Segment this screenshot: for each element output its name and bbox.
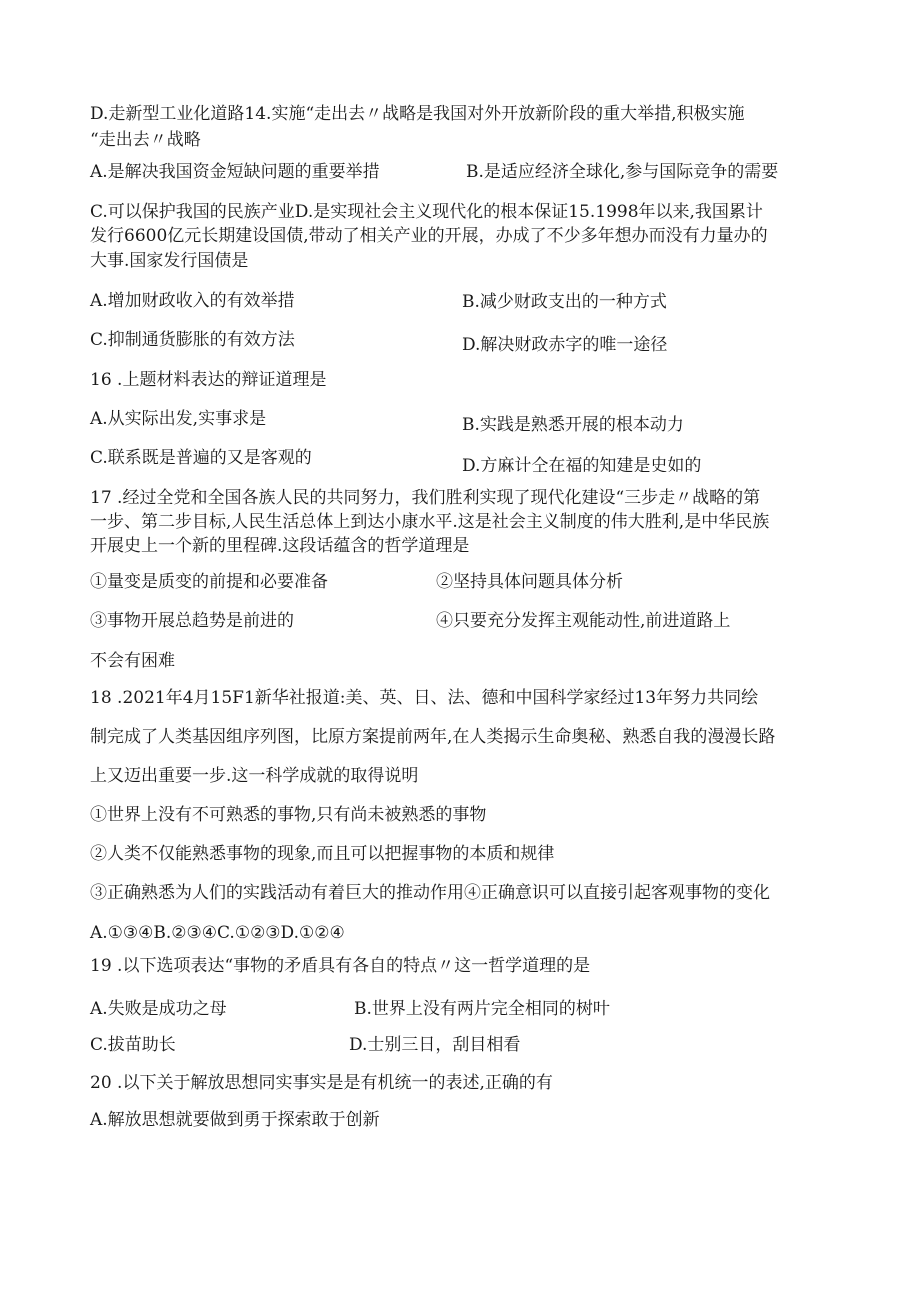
text-line: 上又迈出重要一步.这一科学成就的取得说明 [90, 766, 419, 786]
option-b: B.实践是熟悉开展的根本动力 [462, 415, 684, 435]
option-a: A.是解决我国资金短缺问题的重要举措 [90, 162, 380, 182]
statement-2: ②人类不仅能熟悉事物的现象,而且可以把握事物的本质和规律 [90, 844, 555, 864]
option-b: B.减少财政支出的一种方式 [462, 292, 667, 312]
text-line: C.可以保护我国的民族产业D.是实现社会主义现代化的根本保证15.1998年以来,我国累计 [90, 202, 763, 222]
text-line: “走出去〃战略 [90, 130, 201, 150]
option-c: C.拔苗助长 [90, 1035, 176, 1055]
question-19: 19 .以下选项表达“事物的矛盾具有各自的特点〃这一哲学道理的是 [90, 956, 591, 976]
option-c: C.联系既是普遍的又是客观的 [90, 448, 312, 468]
option-d: D.士别三日，刮目相看 [349, 1035, 521, 1055]
option-d-clipped: D.方麻计仝在福的知​建是史如的 [462, 456, 702, 472]
statement-1: ①世界上没有不可熟悉的事物,只有尚未被熟悉的事物 [90, 805, 487, 825]
text-line: 开展史上一个新的里程碑.这段话蕴含的哲学道理是 [90, 536, 470, 556]
option-b: B.是适应经济全球化,参与国际竞争的需要 [466, 162, 779, 182]
option-a: A.从实际出发,实事求是 [90, 409, 267, 429]
question-18: 18 .2021年4月15F1新华社报道:美、英、日、法、德和中国科学家经过13年努力共同绘 [90, 688, 759, 708]
text-line: 不会有困难 [90, 651, 175, 671]
statement-1: ①量变是质变的前提和必要准备 [90, 572, 328, 592]
option-a: A.失败是成功之母 [90, 999, 227, 1019]
option-d: D.解决财政赤字的唯一途径 [462, 335, 668, 355]
question-16: 16 .上题材料表达的辩证道理是 [90, 370, 327, 390]
statement-2: ②坚持具体问题具体分析 [436, 572, 623, 592]
answer-options: A.①③④B.②③④C.①②③D.①②④ [90, 923, 345, 943]
question-17: 17 .经过全党和全国各族人民的共同努力，我们胜利实现了现代化建设“三步走〃战略的第 [90, 488, 761, 508]
option-b: B.世界上没有两片完全相同的树叶 [354, 999, 610, 1019]
text-line: D.走新型工业化道路14.实施“走出去〃战略是我国对外开放新阶段的重大举措,积极实施 [90, 104, 745, 124]
text-line: 发行6600亿元长期建设国债,带动了相关产业的开展，办成了不少多年想办而没有力量办的 [90, 226, 768, 246]
text-line: 制完成了人类基因组序列图，比原方案提前两年,在人类揭示生命奥秘、熟悉自我的漫漫长路 [90, 727, 776, 747]
statement-3: ③事物开展总趋势是前进的 [90, 611, 294, 631]
statement-3-4: ③正确熟悉为人们的实践活动有着巨大的推动作用④正确意识可以直接引起客观事物的变化 [90, 883, 770, 903]
text-line: 一步、第二步目标,人民生活总体上到达小康水平.这是社会主义制度的伟大胜利,是中华民族 [90, 512, 770, 532]
option-a: A.增加财政收入的有效举措 [90, 291, 295, 311]
question-20: 20 .以下关于解放思想同实事实是是有机统一的表述,正确的有 [90, 1073, 553, 1093]
text-line: 大事.国家发行国债是 [90, 251, 249, 271]
option-a: A.解放思想就要做到勇于探索敢于创新 [90, 1110, 380, 1130]
statement-4: ④只要充分发挥主观能动性,前进道路上 [436, 611, 731, 631]
option-c: C.抑制通货膨胀的有效方法 [90, 330, 295, 350]
